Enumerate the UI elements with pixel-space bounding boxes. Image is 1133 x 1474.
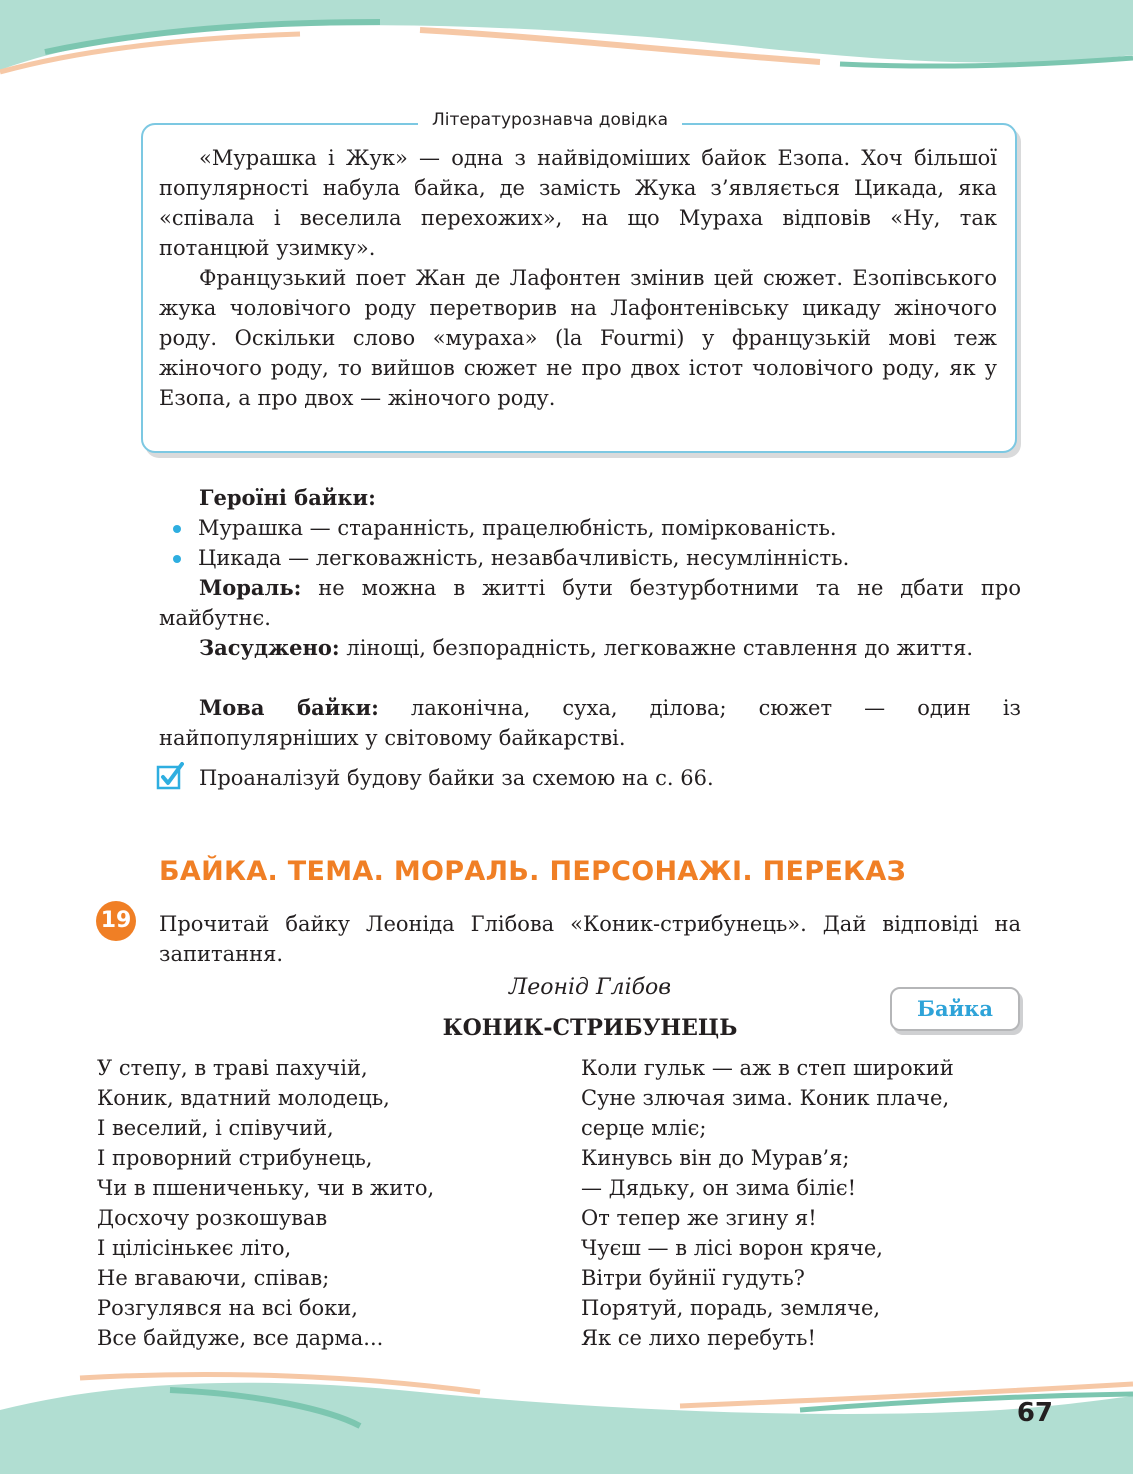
poem-line: Чуєш — в лісі ворон кряче, xyxy=(581,1236,883,1260)
moral-text: не можна в житті бути безтурботними та не дбати про майбутнє. xyxy=(159,576,1021,630)
condemned-paragraph xyxy=(159,633,1021,663)
reference-paragraph: «Мурашка і Жук» — одна з найвідоміших байок Езопа. Хоч більшої популярності набула байка, де замість Жука з’являється Цикада, яка «співала і веселила перехожих», на що Мураха відповів «Ну, так потанцюй узимку». xyxy=(159,146,997,260)
moral-label: Мораль: xyxy=(199,575,302,600)
exercise-number-badge: 19 xyxy=(96,901,136,941)
reference-paragraph: Французький поет Жан де Лафонтен змінив цей сюжет. Езопівського жука чоловічого роду перетворив на Лафонтенівську цикаду жіночого роду. Оскільки слово «мураха» (la Fourmi) у французькій мові теж жіночого роду, то вийшов сюжет не про двох істот чоловічого роду, як у Езопа, а про двох — жіночого роду. xyxy=(159,266,997,410)
condemned-label: Засуджено: xyxy=(199,635,340,660)
poem-line: Все байдуже, все дарма... xyxy=(97,1326,384,1350)
page-number: 67 xyxy=(1016,1398,1053,1428)
poem-line: І цілісінькеє літо, xyxy=(97,1236,292,1260)
poem-author: Леонід Глібов xyxy=(508,975,672,1000)
poem-line: Коник, вдатний молодець, xyxy=(97,1086,390,1110)
poem-line: І веселий, і співучий, xyxy=(97,1116,334,1140)
language-paragraph xyxy=(159,693,1021,753)
poem-line: Коли гульк — аж в степ широкий xyxy=(581,1056,954,1080)
moral-paragraph xyxy=(159,573,1021,633)
analysis-task: Проаналізуй будову байки за схемою на с. 66. xyxy=(199,766,714,790)
poem-line: От тепер же згину я! xyxy=(581,1206,817,1230)
poem-line: І проворний стрибунець, xyxy=(97,1146,373,1170)
reference-text xyxy=(159,143,997,413)
condemned-text: лінощі, безпорадність, легковажне ставлення до життя. xyxy=(339,636,974,660)
poem-title: КОНИК-СТРИБУНЕЦЬ xyxy=(442,1015,738,1041)
poem-line: Порятуй, порадь, земляче, xyxy=(581,1296,881,1320)
poem-line: Вітри буйнії гудуть? xyxy=(581,1266,805,1290)
poem-line: У степу, в траві пахучій, xyxy=(97,1056,368,1080)
poem-left-column xyxy=(97,1053,434,1353)
language-text: лаконічна, суха, ділова; сюжет — один із найпопулярніших у світовому байкарстві. xyxy=(159,696,1021,750)
heroes-label-text: Героїні байки: xyxy=(199,485,376,510)
poem-line: Не вгаваючи, співав; xyxy=(97,1266,330,1290)
poem-line: Досхочу розкошував xyxy=(97,1206,328,1230)
hero-item-text: Цикада — легковажність, незавбачливість, несумлінність. xyxy=(198,546,850,570)
poem-line: — Дядьку, он зима біліє! xyxy=(581,1176,857,1200)
heroes-label xyxy=(159,483,1021,513)
poem-line: Кинувсь він до Мурав’я; xyxy=(581,1146,850,1170)
genre-label-button: Байка xyxy=(890,987,1020,1031)
poem-line: Розгулявся на всі боки, xyxy=(97,1296,358,1320)
hero-item xyxy=(176,543,849,573)
poem-right-column xyxy=(581,1053,954,1353)
bullet-icon xyxy=(173,525,181,533)
section-heading: БАЙКА. ТЕМА. МОРАЛЬ. ПЕРСОНАЖІ. ПЕРЕКАЗ xyxy=(159,856,907,887)
poem-line: Як се лихо перебуть! xyxy=(581,1326,816,1350)
checkbox-icon xyxy=(156,762,184,790)
reference-title: Літературознавча довідка xyxy=(418,110,682,130)
exercise-text: Прочитай байку Леоніда Глібова «Коник-стрибунець». Дай відповіді на запитання. xyxy=(159,912,1021,966)
hero-item-text: Мурашка — старанність, працелюбність, поміркованість. xyxy=(198,516,837,540)
top-wave-decoration xyxy=(0,0,1133,90)
language-label: Мова байки: xyxy=(199,695,379,720)
bottom-wave-decoration xyxy=(0,1370,1133,1474)
bullet-icon xyxy=(173,555,181,563)
poem-line: Чи в пшениченьку, чи в жито, xyxy=(97,1176,435,1200)
hero-item xyxy=(176,513,837,543)
poem-line: Суне злючая зима. Коник плаче, xyxy=(581,1086,950,1110)
poem-line: серце мліє; xyxy=(581,1116,707,1140)
